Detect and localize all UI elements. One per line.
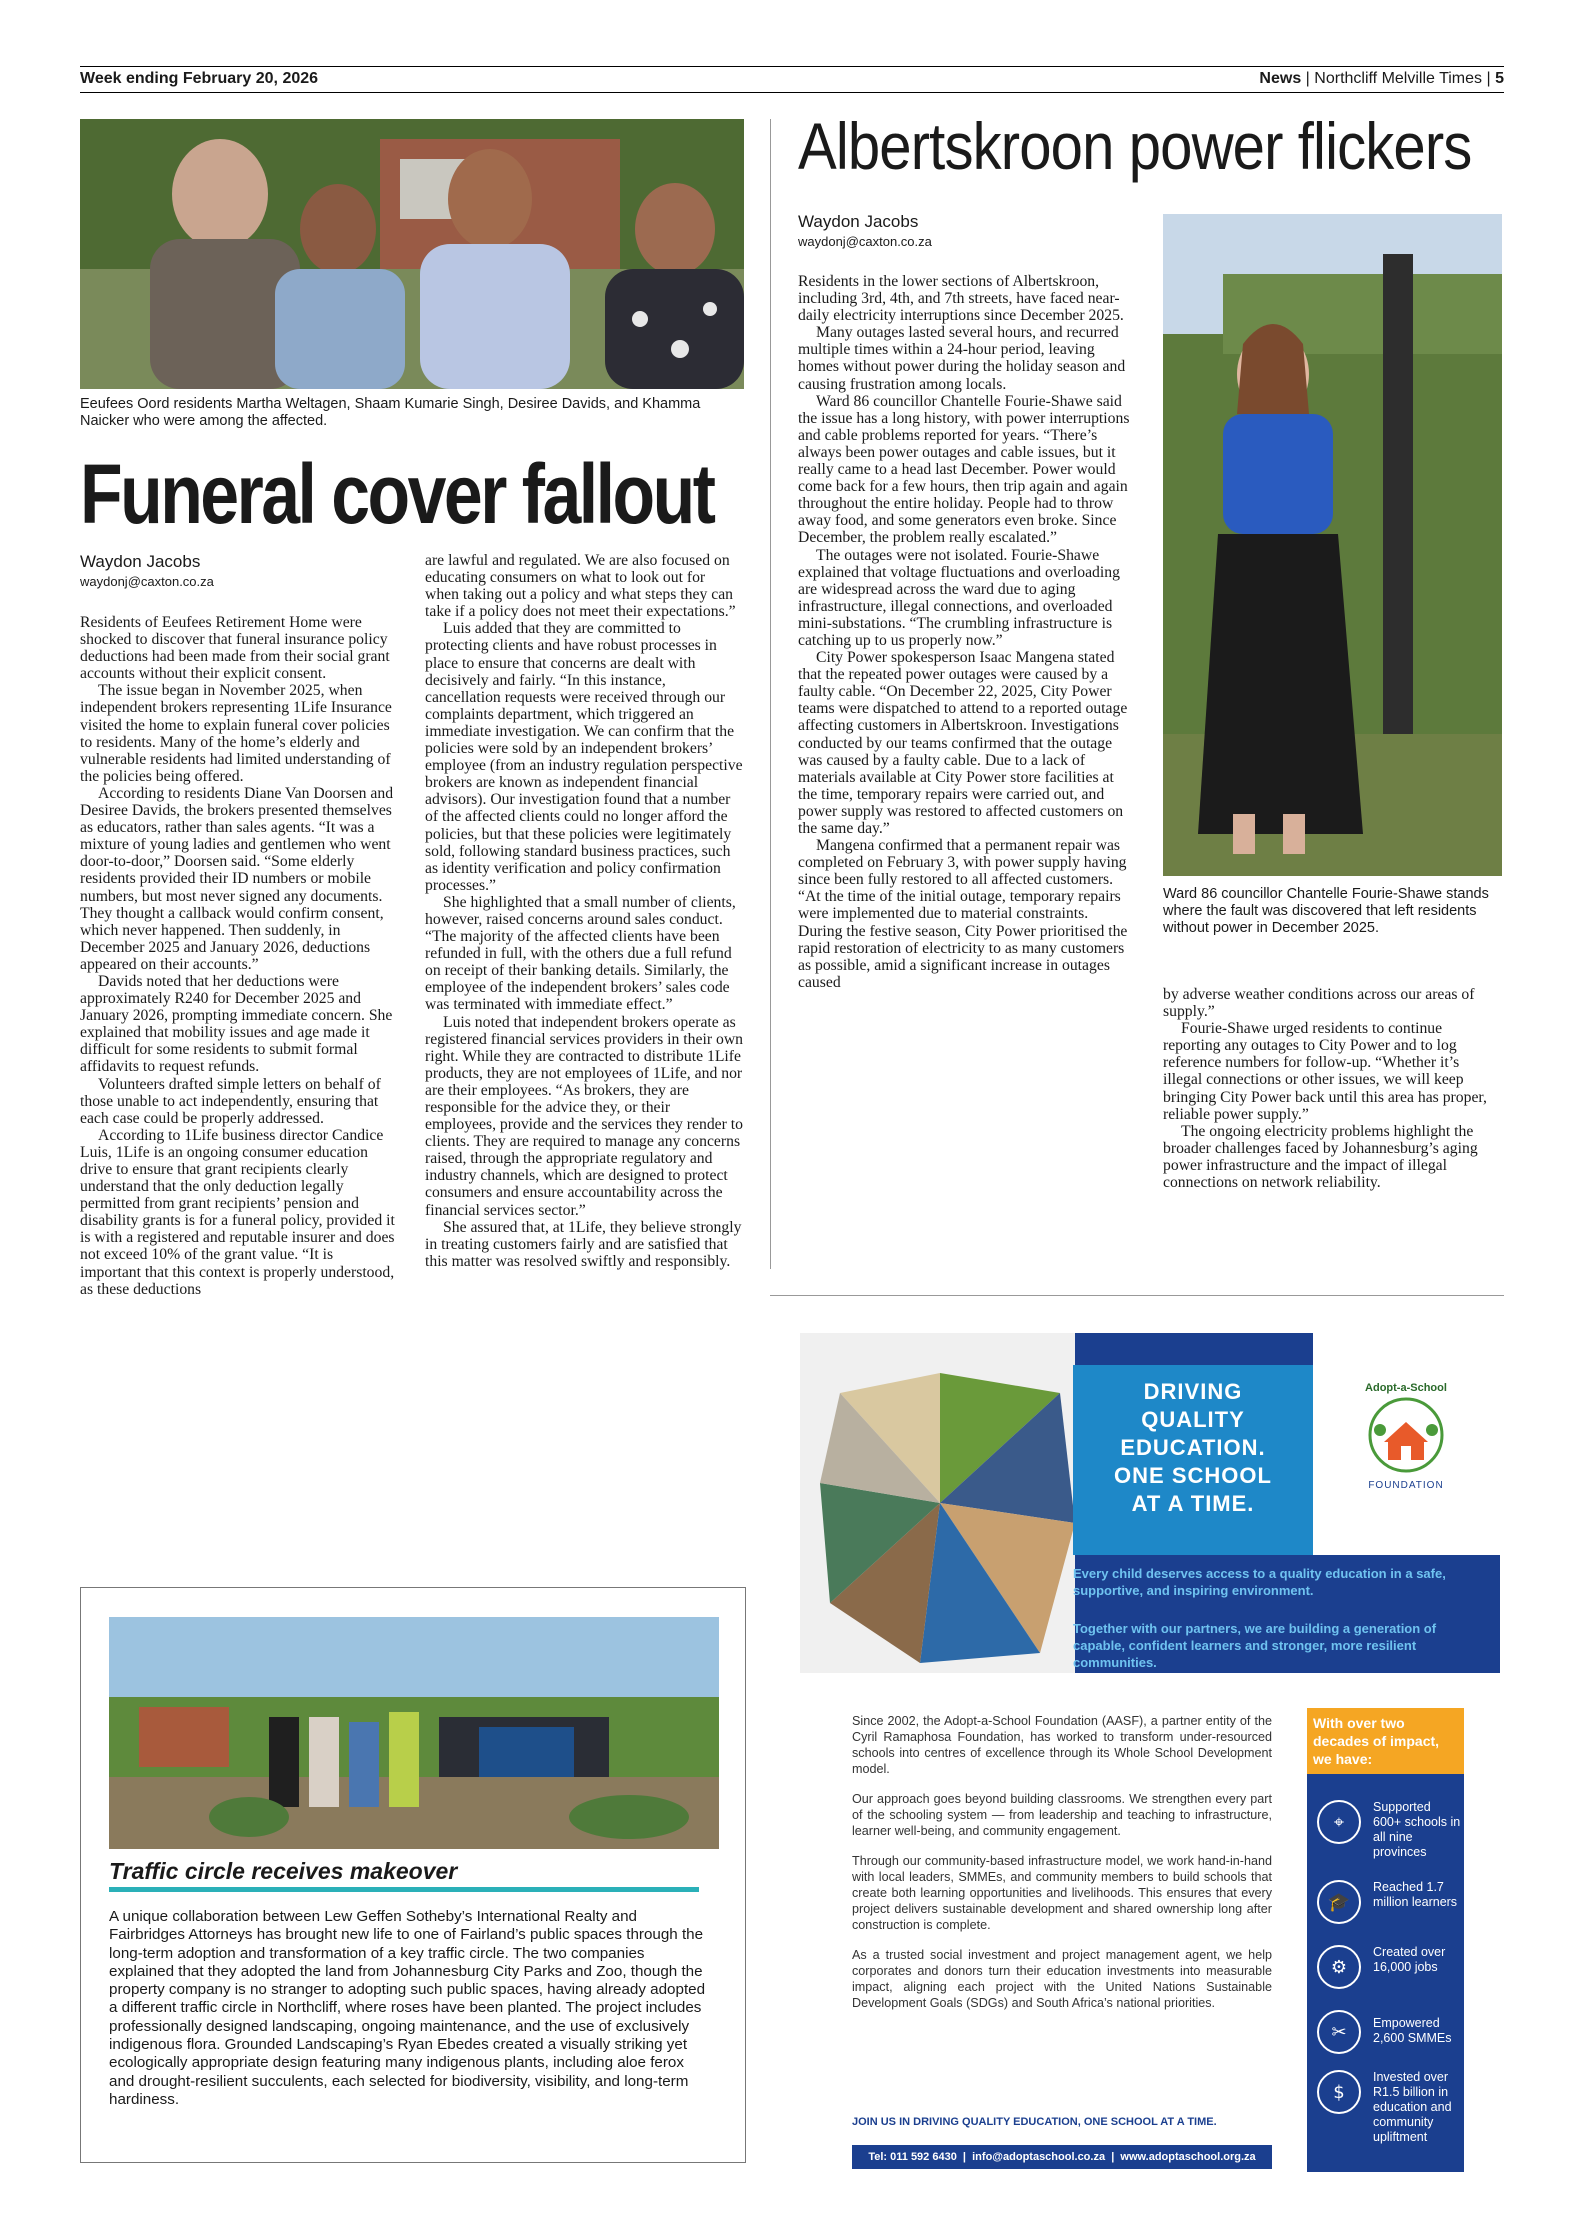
stat-text: Supported 600+ schools in all nine provinces — [1373, 1800, 1461, 1859]
paragraph: The issue began in November 2025, when independent brokers representing 1Life Insurance visited the home to explain funeral cover policies to residents. Many of the home’s elderly and vulnerable residents had limited understanding of the policies being offered. — [80, 682, 392, 785]
page-header-right — [1259, 70, 1504, 88]
banner-line: DRIVING — [1143, 1379, 1243, 1404]
power-author-email: waydonj@caxton.co.za — [798, 234, 932, 249]
power-headline: Albertskroon power flickers — [798, 109, 1472, 183]
funeral-author: Waydon Jacobs — [80, 552, 201, 571]
paragraph: Residents in the lower sections of Albertskroon, including 3rd, 4th, and 7th streets, have faced near-daily electricity interruptions since December 2025. — [798, 273, 1124, 325]
paragraph: She highlighted that a small number of clients, however, raised concerns around sales conduct. “The majority of the affected clients have been refunded in full, with the others due a full refund on receipt of their banking details. Similarly, the employee of the independent brokers’ sales code was terminated with immediate effect.” — [425, 893, 736, 1014]
paragraph: Many outages lasted several hours, and recurred multiple times within a 24-hour period, leaving homes without power during the holiday season and causing frustration among locals. — [798, 324, 1126, 393]
impact-title: With over two decades of impact, we have: — [1307, 1708, 1464, 1774]
stat-text: Invested over R1.5 billion in education and community upliftment — [1373, 2070, 1452, 2144]
paragraph: Fourie-Shawe urged residents to continue reporting any outages to City Power and to log reference numbers for follow-up. “Whether it’s illegal connections or other issues, we will keep bringing City Power back until this area has proper, reliable power supply.” — [1163, 1020, 1487, 1123]
power-column-2 — [1163, 986, 1502, 1191]
paragraph: Luis noted that independent brokers operate as registered financial services providers in their own right. While they are contracted to distribute 1Life products, they are not employees of 1Life, and nor are their employees. “As brokers, they are responsible for the advice they, or their employees, provide and the services they render to clients. They are required to manage any concerns raised, through the appropriate regulatory and industry channels, which are designed to protect consumers and ensure accountability across the financial services sector.” — [425, 1013, 743, 1219]
section-label: News — [1259, 70, 1302, 87]
map-icon: ⌖ — [1317, 1800, 1361, 1844]
traffic-title: Traffic circle receives makeover — [109, 1858, 458, 1884]
logo-foundation: FOUNDATION — [1368, 1480, 1444, 1491]
councillor-photo — [1163, 214, 1502, 876]
classroom-collage — [800, 1333, 1075, 1673]
residents-photo — [80, 119, 744, 389]
ad-tagline-1: Every child deserves access to a quality education in a safe, supportive, and inspiring environment. — [1073, 1566, 1446, 1598]
separator: | — [1486, 70, 1491, 87]
paragraph: by adverse weather conditions across our areas of supply.” — [1163, 986, 1475, 1021]
logo-text: Adopt-a-School — [1365, 1382, 1447, 1394]
ad-tagline-2: Together with our partners, we are building a generation of capable, confident learners and stronger, more resilient communities. — [1073, 1621, 1437, 1670]
funeral-headline: Funeral cover fallout — [80, 447, 714, 541]
ad-paragraph: Through our community-based infrastructure model, we work hand-in-hand with local leaders, SMMEs, and community members to build schools that create both learning opportunities and livelihoods. This ensures that every project delivers sustainable development and shared ownership long after construction is complete. — [852, 1854, 1272, 1932]
stat-item — [1317, 2070, 1467, 2150]
stat-item — [1317, 2010, 1467, 2060]
funeral-column-1 — [80, 614, 396, 1298]
ad-divider — [770, 1295, 1504, 1296]
tools-icon: ✂ — [1317, 2010, 1361, 2054]
funeral-column-2 — [425, 552, 743, 1270]
banner-line: ONE SCHOOL — [1114, 1463, 1272, 1488]
paragraph: According to residents Diane Van Doorsen and Desiree Davids, the brokers presented themselves as educators, rather than sales agents. “It was a mixture of young ladies and gentlemen who went door-to-door,” Doorsen said. “Some elderly residents provided their ID numbers or mobile numbers, but most never signed any documents. They thought a callback would confirm consent, which never happened. Then suddenly, in December 2025 and January 2026, deductions appeared on their accounts.” — [80, 784, 394, 973]
header-underline — [80, 92, 1504, 93]
stat-item — [1317, 1945, 1467, 1995]
residents-photo-caption: Eeufees Oord residents Martha Weltagen, Shaam Kumarie Singh, Desiree Davids, and Khamma Naicker who were among the affected. — [80, 396, 701, 429]
paragraph: City Power spokesperson Isaac Mangena stated that the repeated power outages were caused by a faulty cable. “On December 22, 2025, City Power teams were dispatched to attend to a reported outage affecting customers in Albertskroon. Investigations conducted by our teams confirmed that the outage was caused by a faulty cable. Due to a lack of materials available at City Power store facilities at the time, temporary repairs were carried out, and power supply was restored to affected customers on the same day.” — [798, 649, 1128, 837]
stat-text: Created over 16,000 jobs — [1373, 1945, 1446, 1974]
separator: | — [1305, 70, 1310, 87]
ad-paragraph: Our approach goes beyond building classrooms. We strengthen every part of the schooling system — from leadership and teaching to infrastructure, learner well-being, and community engagement. — [852, 1792, 1272, 1838]
paragraph: The outages were not isolated. Fourie-Shawe explained that voltage fluctuations and overloading are widespread across the ward due to aging infrastructure, illegal connections, and overloaded mini-substations. “The crumbling infrastructure is catching up to us properly now.” — [798, 546, 1120, 649]
paragraph: Luis added that they are committed to protecting clients and have robust processes in place to ensure that concerns are dealt with decisively and fairly. “In this instance, cancellation requests were received through our complaints department, which triggered an immediate investigation. We can confirm that the policies were sold by an independent brokers’ employee (from an industry regulation perspective brokers are known as independent financial advisors). Our investigation found that a number of the affected clients could no longer afford the policies, but that these policies were legitimately sold, following standard business practices, such as identity verification and policy confirmation processes.” — [425, 620, 743, 894]
stat-text: Reached 1.7 million learners — [1373, 1880, 1458, 1909]
adopt-a-school-logo — [1346, 1380, 1466, 1500]
paragraph: The ongoing electricity problems highlight the broader challenges faced by Johannesburg’s aging power infrastructure and the impact of illegal connections on network reliability. — [1163, 1122, 1478, 1192]
paragraph: are lawful and regulated. We are also focused on educating consumers on what to look out for when taking out a policy and what steps they can take if a policy does not meet their expectations.” — [425, 552, 736, 621]
stat-item — [1317, 1800, 1467, 1860]
paragraph: Volunteers drafted simple letters on behalf of those unable to act independently, ensuring that each case could be properly addressed. — [80, 1075, 381, 1127]
power-author: Waydon Jacobs — [798, 212, 919, 231]
paragraph: Residents of Eeufees Retirement Home were shocked to discover that funeral insurance policy deductions had been made from their social grant accounts without their explicit consent. — [80, 614, 390, 683]
banner-line: AT A TIME. — [1131, 1491, 1255, 1516]
traffic-body: A unique collaboration between Lew Geffen Sotheby’s International Realty and Fairbridges Attorneys has brought new life to one of Fairland’s public spaces through the long-term adoption and transformation of a key traffic circle. The two companies explained that they adopted the land from Johannesburg City Parks and Zoo, though the property company is no stranger to adopting such public spaces, having already adopted a different traffic circle in Northcliff, where roses have been planted. The project includes professionally designed landscaping, ongoing maintenance, and the use of exclusively indigenous flora. Grounded Landscaping’s Ryan Ebedes created a visually striking yet ecologically appropriate design featuring many indigenous plants, including aloe ferox and drought-resilient succulents, each selected for biodiversity, visibility, and long-term hardiness. — [109, 1908, 706, 2108]
funeral-author-email: waydonj@caxton.co.za — [80, 574, 214, 589]
banner-line: EDUCATION. — [1120, 1435, 1266, 1460]
money-icon: $ — [1317, 2070, 1361, 2114]
page-number: 5 — [1495, 70, 1504, 87]
power-column-1 — [798, 273, 1134, 991]
traffic-circle-photo — [109, 1617, 719, 1849]
banner-slogan — [1073, 1378, 1313, 1518]
traffic-title-underline — [109, 1887, 699, 1892]
paragraph: She assured that, at 1Life, they believe strongly in treating customers fairly and are satisfied that this matter was resolved swiftly and responsibly. — [425, 1218, 742, 1270]
top-rule — [80, 66, 1504, 67]
councillor-photo-caption: Ward 86 councillor Chantelle Fourie-Shawe stands where the fault was discovered that left residents without power in December 2025. — [1163, 886, 1489, 936]
ad-body — [852, 1713, 1272, 2011]
ad-cta: JOIN US IN DRIVING QUALITY EDUCATION, ONE SCHOOL AT A TIME. — [852, 2116, 1217, 2128]
issue-date: Week ending February 20, 2026 — [80, 70, 319, 87]
paragraph: According to 1Life business director Candice Luis, 1Life is an ongoing consumer education drive to ensure that grant recipients clearly understand that the only deduction legally permitted from grant recipients’ pension and disability grants is for a funeral policy, provided it is with a registered and reputable insurer and does not exceed 10% of the grant value. “It is important that this context is properly understood, as these deductions — [80, 1126, 395, 1298]
stat-item — [1317, 1880, 1467, 1940]
graduate-icon: 🎓 — [1317, 1880, 1361, 1924]
jobs-icon: ⚙ — [1317, 1945, 1361, 1989]
banner-line: QUALITY — [1141, 1407, 1245, 1432]
column-divider — [770, 119, 771, 1269]
paragraph: Mangena confirmed that a permanent repair was completed on February 3, with power supply having since been fully restored to all affected customers. “At the time of the initial outage, temporary repairs were implemented due to material constraints. During the festive season, City Power prioritised the rapid restoration of electricity to as many customers as possible, amid a significant increase in outages caused — [798, 837, 1128, 991]
ad-paragraph: As a trusted social investment and project management agent, we help corporates and donors turn their education investments into measurable impact, aligning each project with the United Nations Sustainable Development Goals (SDGs) and South Africa’s national priorities. — [852, 1948, 1272, 2010]
ad-contact-bar[interactable]: Tel: 011 592 6430 | info@adoptaschool.co.za | www.adoptaschool.org.za — [852, 2145, 1272, 2169]
paragraph: Ward 86 councillor Chantelle Fourie-Shawe said the issue has a long history, with power interruptions and cable problems reported for years. “There’s always been power outages and cable issues, but it really came to a head last December. Power would come back for a few hours, then trip again and again throughout the entire holiday. People had to throw away food, and some generators even broke. Since December, the problem really escalated.” — [798, 392, 1130, 547]
paragraph: Davids noted that her deductions were approximately R240 for December 2025 and January 2026, prompting immediate concern. She explained that mobility issues and age made it difficult for some residents to submit formal affidavits to request refunds. — [80, 972, 393, 1076]
ad-paragraph: Since 2002, the Adopt-a-School Foundation (AASF), a partner entity of the Cyril Ramaphosa Foundation, has worked to transform under-resourced schools into centres of excellence through its Whole School Development model. — [852, 1714, 1272, 1776]
paper-name: Northcliff Melville Times — [1314, 70, 1483, 87]
stat-text: Empowered 2,600 SMMEs — [1373, 2016, 1452, 2045]
